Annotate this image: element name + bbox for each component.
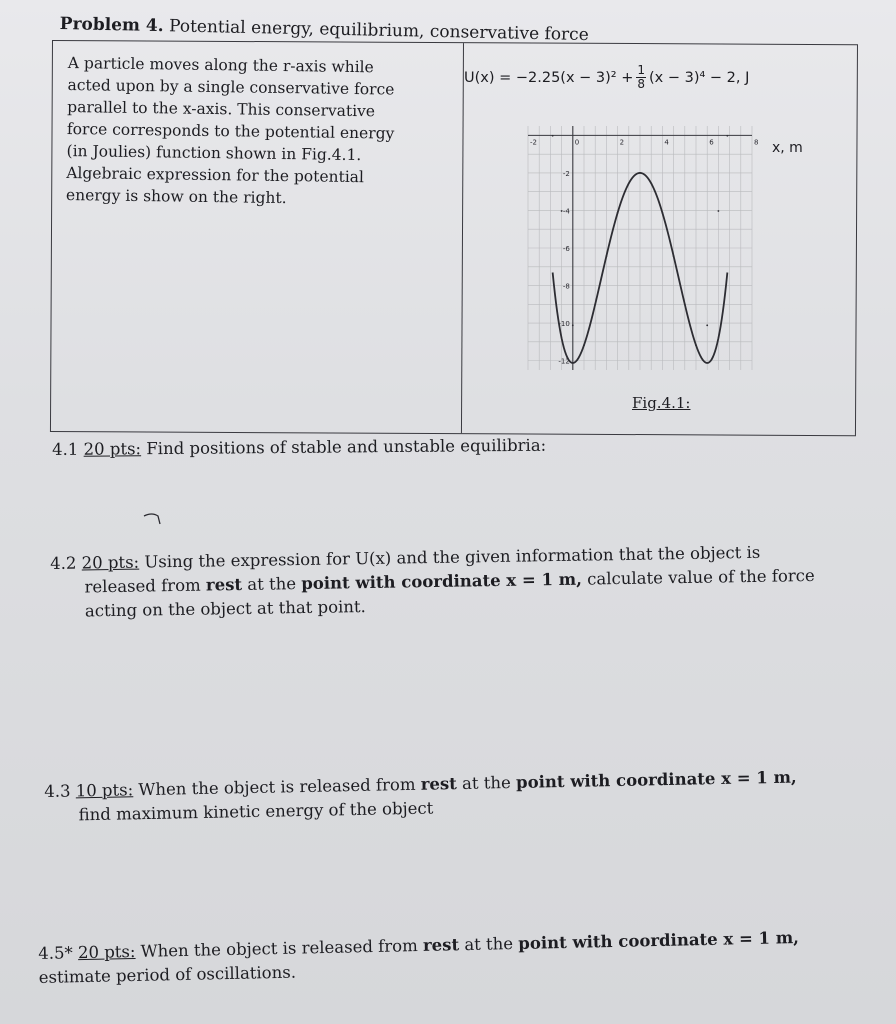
description-line: parallel to the x-axis. This conservative xyxy=(67,97,376,121)
data-point xyxy=(572,324,574,326)
data-point xyxy=(718,210,720,212)
potential-formula xyxy=(464,64,749,91)
data-point xyxy=(662,212,664,214)
fraction-numerator: 1 xyxy=(637,63,646,77)
description-line: energy is show on the right. xyxy=(65,185,287,208)
question-points: 20 pts: xyxy=(77,941,136,963)
data-point xyxy=(684,303,686,305)
problem-number: Problem 4. xyxy=(59,14,164,37)
question-text: Find positions of stable and unstable equilibria: xyxy=(140,435,547,459)
y-tick-label: -2 xyxy=(562,169,570,178)
text-run: at the xyxy=(458,933,519,955)
formula-lhs: U(x) = −2.25(x − 3)² + xyxy=(464,69,634,86)
bold-run: rest xyxy=(205,574,243,595)
question-text: Using the expression for U(x) and the given information that the object is xyxy=(138,542,761,572)
potential-energy-plot xyxy=(520,112,760,380)
bold-run: point with coordinate x = 1 m, xyxy=(301,569,583,594)
text-run: at the xyxy=(456,772,517,794)
figure-caption: Fig.4.1: xyxy=(632,394,691,412)
y-tick-label: -6 xyxy=(562,245,570,253)
x-tick-label: -2 xyxy=(530,138,537,147)
y-tick-label: -10 xyxy=(558,320,570,329)
question-number: 4.5* xyxy=(38,943,79,963)
question-text-line: find maximum kinetic energy of the object xyxy=(78,798,434,825)
formula-rhs: (x − 3)⁴ − 2, J xyxy=(649,69,750,86)
data-point xyxy=(561,210,563,212)
bold-run: point with coordinate x = 1 m, xyxy=(515,767,797,792)
data-point xyxy=(617,212,619,214)
y-tick-label: -8 xyxy=(562,282,570,291)
data-point xyxy=(606,255,608,257)
data-point xyxy=(552,135,554,137)
text-run: released from xyxy=(84,575,207,597)
formula-fraction xyxy=(636,64,646,91)
bold-run: rest xyxy=(422,935,460,955)
x-axis-label: x, m xyxy=(772,140,803,156)
description-line: A particle moves along the r-axis while xyxy=(67,53,374,77)
question-number: 4.3 xyxy=(44,781,76,801)
question-points: 20 pts: xyxy=(81,552,140,573)
data-point xyxy=(726,135,728,137)
x-tick-label: 8 xyxy=(754,138,759,147)
question-4-3 xyxy=(44,764,875,828)
data-point xyxy=(673,255,675,257)
pen-mark xyxy=(142,510,168,528)
bold-run: rest xyxy=(420,774,458,794)
question-4-2 xyxy=(50,539,861,624)
question-number: 4.1 xyxy=(52,439,84,459)
description-line: (in Joulies) function shown in Fig.4.1. xyxy=(66,141,362,165)
x-tick-label: 2 xyxy=(619,138,625,147)
description-line: Algebraic expression for the potential xyxy=(66,163,365,187)
y-tick-label: -12 xyxy=(558,357,570,366)
question-points: 10 pts: xyxy=(75,780,134,801)
text-run: When the object is released from xyxy=(135,935,424,961)
text-run: calculate value of the force xyxy=(581,565,815,589)
question-4-5 xyxy=(38,924,889,990)
y-tick-label: -4 xyxy=(562,207,570,216)
data-point xyxy=(583,344,585,346)
bold-run: point with coordinate x = 1 m, xyxy=(518,928,800,953)
question-text-line: acting on the object at that point. xyxy=(84,597,366,621)
description-line: force corresponds to the potential energy xyxy=(66,119,395,143)
data-point xyxy=(706,324,708,326)
question-text-line: estimate period of oscillations. xyxy=(38,962,297,987)
data-point xyxy=(695,344,697,346)
question-number: 4.2 xyxy=(50,553,82,573)
data-point xyxy=(650,182,652,184)
problem-heading: Potential energy, equilibrium, conservative force xyxy=(163,16,589,46)
fraction-denominator: 8 xyxy=(637,77,646,91)
data-point xyxy=(594,303,596,305)
data-point xyxy=(639,172,641,174)
problem-description xyxy=(66,52,440,211)
x-tick-label: 4 xyxy=(664,138,669,147)
box-divider xyxy=(461,43,464,433)
data-point xyxy=(628,182,630,184)
text-run: at the xyxy=(241,574,302,594)
question-points: 20 pts: xyxy=(83,439,142,459)
question-4-1 xyxy=(52,434,546,462)
text-run: When the object is released from xyxy=(132,774,421,800)
x-tick-label: 0 xyxy=(574,138,580,147)
x-tick-label: 6 xyxy=(709,138,714,147)
description-line: acted upon by a single conservative force xyxy=(67,75,395,99)
